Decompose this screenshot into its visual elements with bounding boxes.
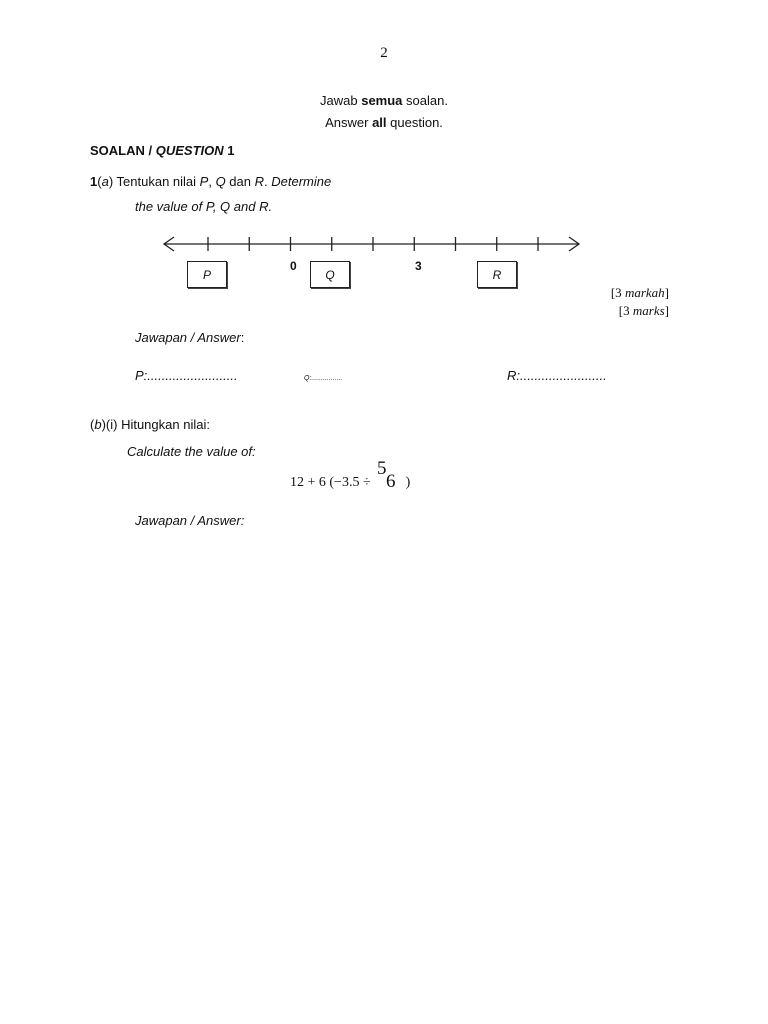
answer-q-line: Q:................ bbox=[304, 375, 343, 382]
part-b-letter: b bbox=[94, 417, 102, 432]
marks-malay-close: ] bbox=[664, 285, 669, 300]
answer-label-a-text: Jawapan / Answer bbox=[135, 330, 241, 345]
question-number: 1 bbox=[90, 174, 98, 189]
part-a-letter: a bbox=[101, 174, 109, 189]
box-p: P bbox=[187, 261, 227, 288]
instruction-malay-c: soalan. bbox=[402, 93, 448, 108]
calculate-label: Calculate the value of: bbox=[127, 444, 256, 459]
part-b-rest: )(i) Hitungkan nilai: bbox=[101, 417, 210, 432]
number-line bbox=[160, 234, 585, 256]
instruction-english bbox=[0, 115, 768, 130]
answer-label-a bbox=[135, 330, 244, 345]
section-malay: SOALAN / bbox=[90, 143, 156, 158]
fraction-denominator: 6 bbox=[386, 471, 396, 492]
fraction-numerator: 5 bbox=[377, 458, 387, 479]
part-a-r: R bbox=[254, 174, 264, 189]
part-a-open: ( bbox=[97, 174, 102, 189]
instruction-malay bbox=[0, 93, 768, 108]
box-r: R bbox=[477, 261, 517, 288]
instruction-english-a: Answer bbox=[325, 115, 373, 130]
marks-english-close: ] bbox=[664, 303, 669, 318]
part-a-close: ) bbox=[108, 174, 114, 189]
marks-english-word: marks bbox=[632, 303, 665, 318]
answer-r-line: R:........................ bbox=[507, 368, 607, 383]
marks-english-open: [3 bbox=[618, 303, 633, 318]
instruction-malay-a: Jawab bbox=[320, 93, 362, 108]
marks-malay-open: [3 bbox=[610, 285, 625, 300]
page-number: 2 bbox=[380, 45, 388, 61]
marks-malay bbox=[611, 285, 669, 301]
expression-main: 12 + 6 (−3.5 ÷ bbox=[290, 475, 375, 490]
tick-label-3: 3 bbox=[415, 259, 422, 273]
tick-label-0: 0 bbox=[290, 259, 297, 273]
answer-p-line: P:......................... bbox=[135, 368, 238, 383]
part-a-dan: dan bbox=[225, 174, 255, 189]
part-b-heading bbox=[90, 417, 210, 432]
part-a-text1: Tentukan nilai bbox=[113, 174, 200, 189]
answer-label-a-colon: : bbox=[240, 330, 245, 345]
part-a-p: P bbox=[199, 174, 209, 189]
expression-close: ) bbox=[402, 475, 411, 490]
part-a-text2: . bbox=[264, 174, 272, 189]
section-english: QUESTION bbox=[155, 143, 224, 158]
part-a-determine: Determine bbox=[271, 174, 332, 189]
question-1a-line1 bbox=[90, 174, 331, 189]
part-a-comma: , bbox=[208, 174, 216, 189]
part-b-open: ( bbox=[90, 417, 95, 432]
instruction-malay-bold: semua bbox=[361, 93, 403, 108]
question-1a-line2: the value of P, Q and R. bbox=[135, 199, 273, 214]
marks-malay-word: markah bbox=[624, 285, 665, 300]
instruction-english-c: question. bbox=[386, 115, 443, 130]
section-heading bbox=[90, 143, 234, 158]
section-number: 1 bbox=[223, 143, 235, 158]
marks-english bbox=[619, 303, 669, 319]
instruction-english-bold: all bbox=[372, 115, 387, 130]
part-a-q: Q bbox=[215, 174, 226, 189]
box-q: Q bbox=[310, 261, 350, 288]
answer-label-b: Jawapan / Answer: bbox=[135, 513, 245, 528]
